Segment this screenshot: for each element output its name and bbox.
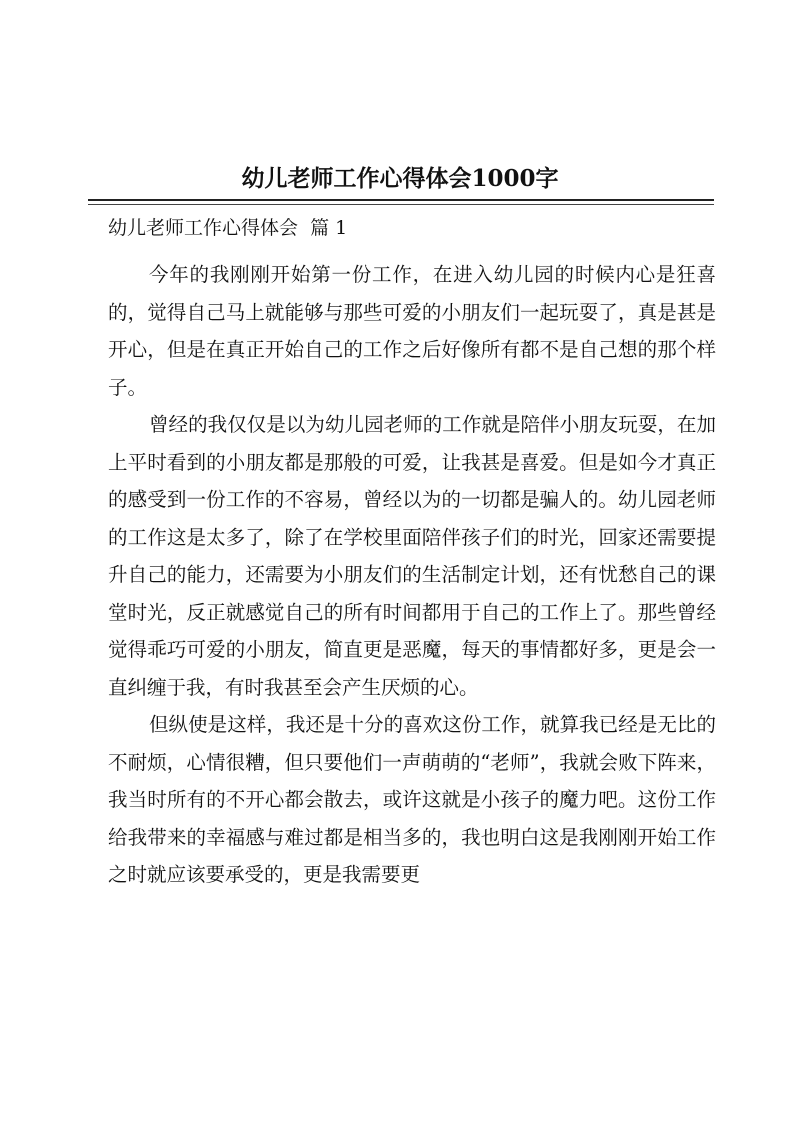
paragraph-1: 今年的我刚刚开始第一份工作，在进入幼儿园的时候内心是狂喜的，觉得自己马上就能够与那些可爱的小朋友们一起玩耍了，真是甚是开心，但是在真正开始自己的工作之后好像所有都不是自己想的那个样子。 <box>108 263 716 399</box>
section-heading: 幼儿老师工作心得体会 篇 1 <box>108 217 348 239</box>
title-divider-thick <box>88 199 714 201</box>
document-title: 幼儿老师工作心得体会1000字 <box>241 165 559 192</box>
title-divider-thin <box>88 204 714 205</box>
paragraph-2: 曾经的我仅仅是以为幼儿园老师的工作就是陪伴小朋友玩耍，在加上平时看到的小朋友都是那般的可爱，让我甚是喜爱。但是如今才真正的感受到一份工作的不容易，曾经以为的一切都是骗人的。幼儿园老师的工作这是太多了，除了在学校里面陪伴孩子们的时光，回家还需要提升自己的能力，还需要为小朋友们的生活制定计划，还有忧愁自己的课堂时光，反正就感觉自己的所有时间都用于自己的工作上了。那些曾经觉得乖巧可爱的小朋友，简直更是恶魔，每天的事情都好多，更是会一直纠缠于我，有时我甚至会产生厌烦的心。 <box>108 413 716 699</box>
paragraph-3: 但纵使是这样，我还是十分的喜欢这份工作，就算我已经是无比的不耐烦，心情很糟，但只要他们一声萌萌的“老师”，我就会败下阵来，我当时所有的不开心都会散去，或许这就是小孩子的魔力吧。这份工作给我带来的幸福感与难过都是相当多的，我也明白这是我刚刚开始工作之时就应该要承受的，更是我需要更 <box>108 713 716 886</box>
document-body <box>108 256 716 894</box>
